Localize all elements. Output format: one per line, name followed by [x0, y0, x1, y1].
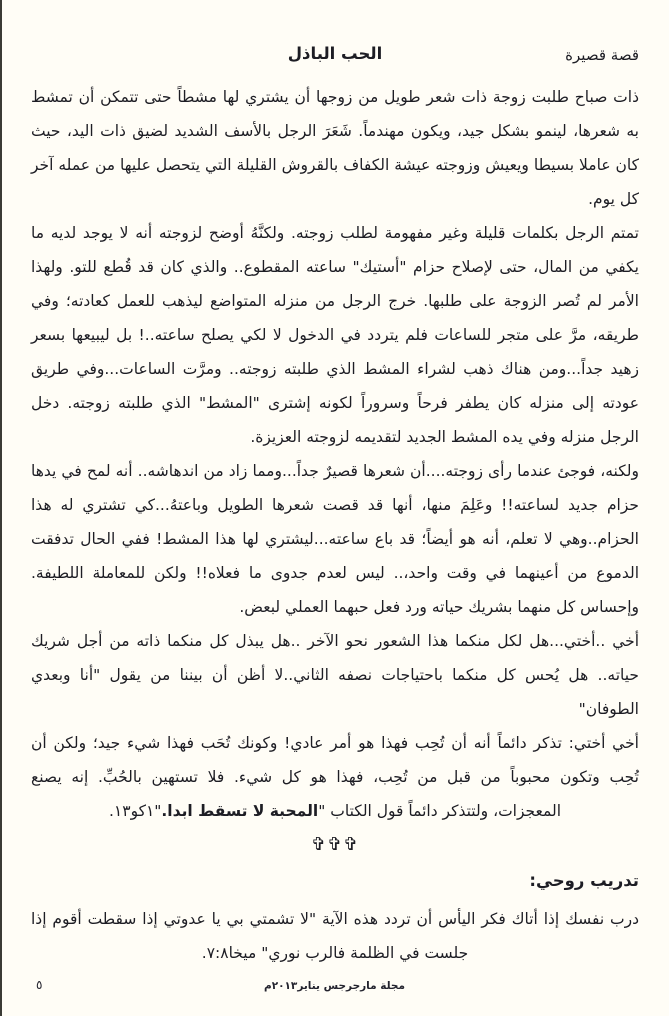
page-content	[31, 42, 639, 970]
story-body	[31, 80, 639, 860]
story-paragraph: ذات صباح طلبت زوجة ذات شعر طويل من زوجها أن يشتري لها مشطاً حتى تتمكن أن تمشط به شعرها، لينمو بشكل جيد، ويكون مهندماً. شَعَرَ الرجل بالأسف الشديد لضيق ذات اليد، حيث كان عاملا بسيطا ويعيش وزوجته عيشة الكفاف بالقروش القليلة التي يتحصل عليها من عمله آخر كل يوم.	[31, 88, 639, 208]
footer-magazine-title: مجلة مارجرجس يناير٢٠١٣م	[263, 980, 406, 992]
page-left-edge-line	[0, 0, 2, 1016]
story-paragraph: أخي ..أختي...هل لكل منكما هذا الشعور نحو الآخر ..هل يبذل كل منكما ذاته من أجل شريك حياته.. هل يُحس كل منكما باحتياجات نصفه الثاني..لا أظن أن بيننا من يقول "أنا وبعدي الطوفان"	[31, 632, 639, 718]
bible-verse-bold: المحبة لا تسقط ابدا.	[161, 802, 319, 820]
closing-paragraph	[31, 726, 639, 828]
page-title: الحب الباذل	[287, 44, 383, 63]
story-paragraph: تمتم الرجل بكلمات قليلة وغير مفهومة لطلب زوجته. ولكنَّهُ أوضح لزوجته أنه لا يوجد لديه ما يكفي من المال، حتى لإصلاح حزام "أستيك" ساعته المقطوع.. والذي كان قد قُطع للتو. ولهذا الأمر لم تُصر الزوجة على طلبها. خرج الرجل من منزله المتواضع ليذهب للعمل كعادته؛ وفي طريقه، مرَّ على متجر للساعات فلم يتردد في الدخول لا لكي يصلح ساعته..! بل ليبيعها بسعر زهيد جداً...ومن هناك ذهب لشراء المشط الذي طلبته زوجته.. ومرَّت الساعات...وفي طريق عودته إلى منزله كان يطفر فرحاً وسروراً لكونه إشترى "المشط" الذي طلبته زوجته. دخل الرجل منزله وفي يده المشط الجديد لتقديمه لزوجته العزيزة.	[31, 224, 639, 446]
closing-text-after: "١كو١٣.	[108, 802, 162, 820]
genre-label: قصة قصيرة	[565, 46, 639, 64]
story-paragraph: ولكنه، فوجئ عندما رأى زوجته....أن شعرها قصيرٌ جداً...ومما زاد من اندهاشه.. أنه لمح في يدها حزام جديد لساعته!! وعَلِمَ منها، أنها قد قصت شعرها الطويل وباعتهُ...كي تشتري له هذا الحزام..وهي لا تعلم، أنه هو أيضاً؛ قد باع ساعته...ليشتري لها هذا المشط! ففي الحال تدفقت الدموع من أعينهما في وقت واحد،.. ليس لعدم جدوى ما فعلاه!! ولكن للمعاملة اللطيفة. وإحساس كل منهما بشريك حياته ورد فعل حبهما العملي لبعض.	[31, 462, 639, 616]
exercise-heading: تدريب روحي:	[529, 871, 639, 890]
page-header	[31, 42, 639, 80]
page-number: ٥	[36, 978, 43, 992]
crosses-divider-icon: ✞✞✞	[310, 834, 360, 855]
closing-text-before: أخي أختي: تذكر دائماً أنه أن تُحِب فهذا هو أمر عادي! وكونك تُحَب فهذا شيء جيد؛ ولكن أن تُحِب وتكون محبوباً من قبل من تُحِب، فهذا هو كل شيء. فلا تستهين بالحُبِّ. إنه يصنع المعجزات، ولتتذكر دائماً قول الكتاب "	[31, 734, 639, 820]
spiritual-exercise-section	[31, 866, 639, 970]
exercise-paragraph: درب نفسك إذا أتاك فكر اليأس أن تردد هذه الآية "لا تشمتي بي يا عدوتي إذا سقطت أقوم إذا جلست في الظلمة فالرب نوري" ميخا٧:٨.	[31, 910, 639, 962]
